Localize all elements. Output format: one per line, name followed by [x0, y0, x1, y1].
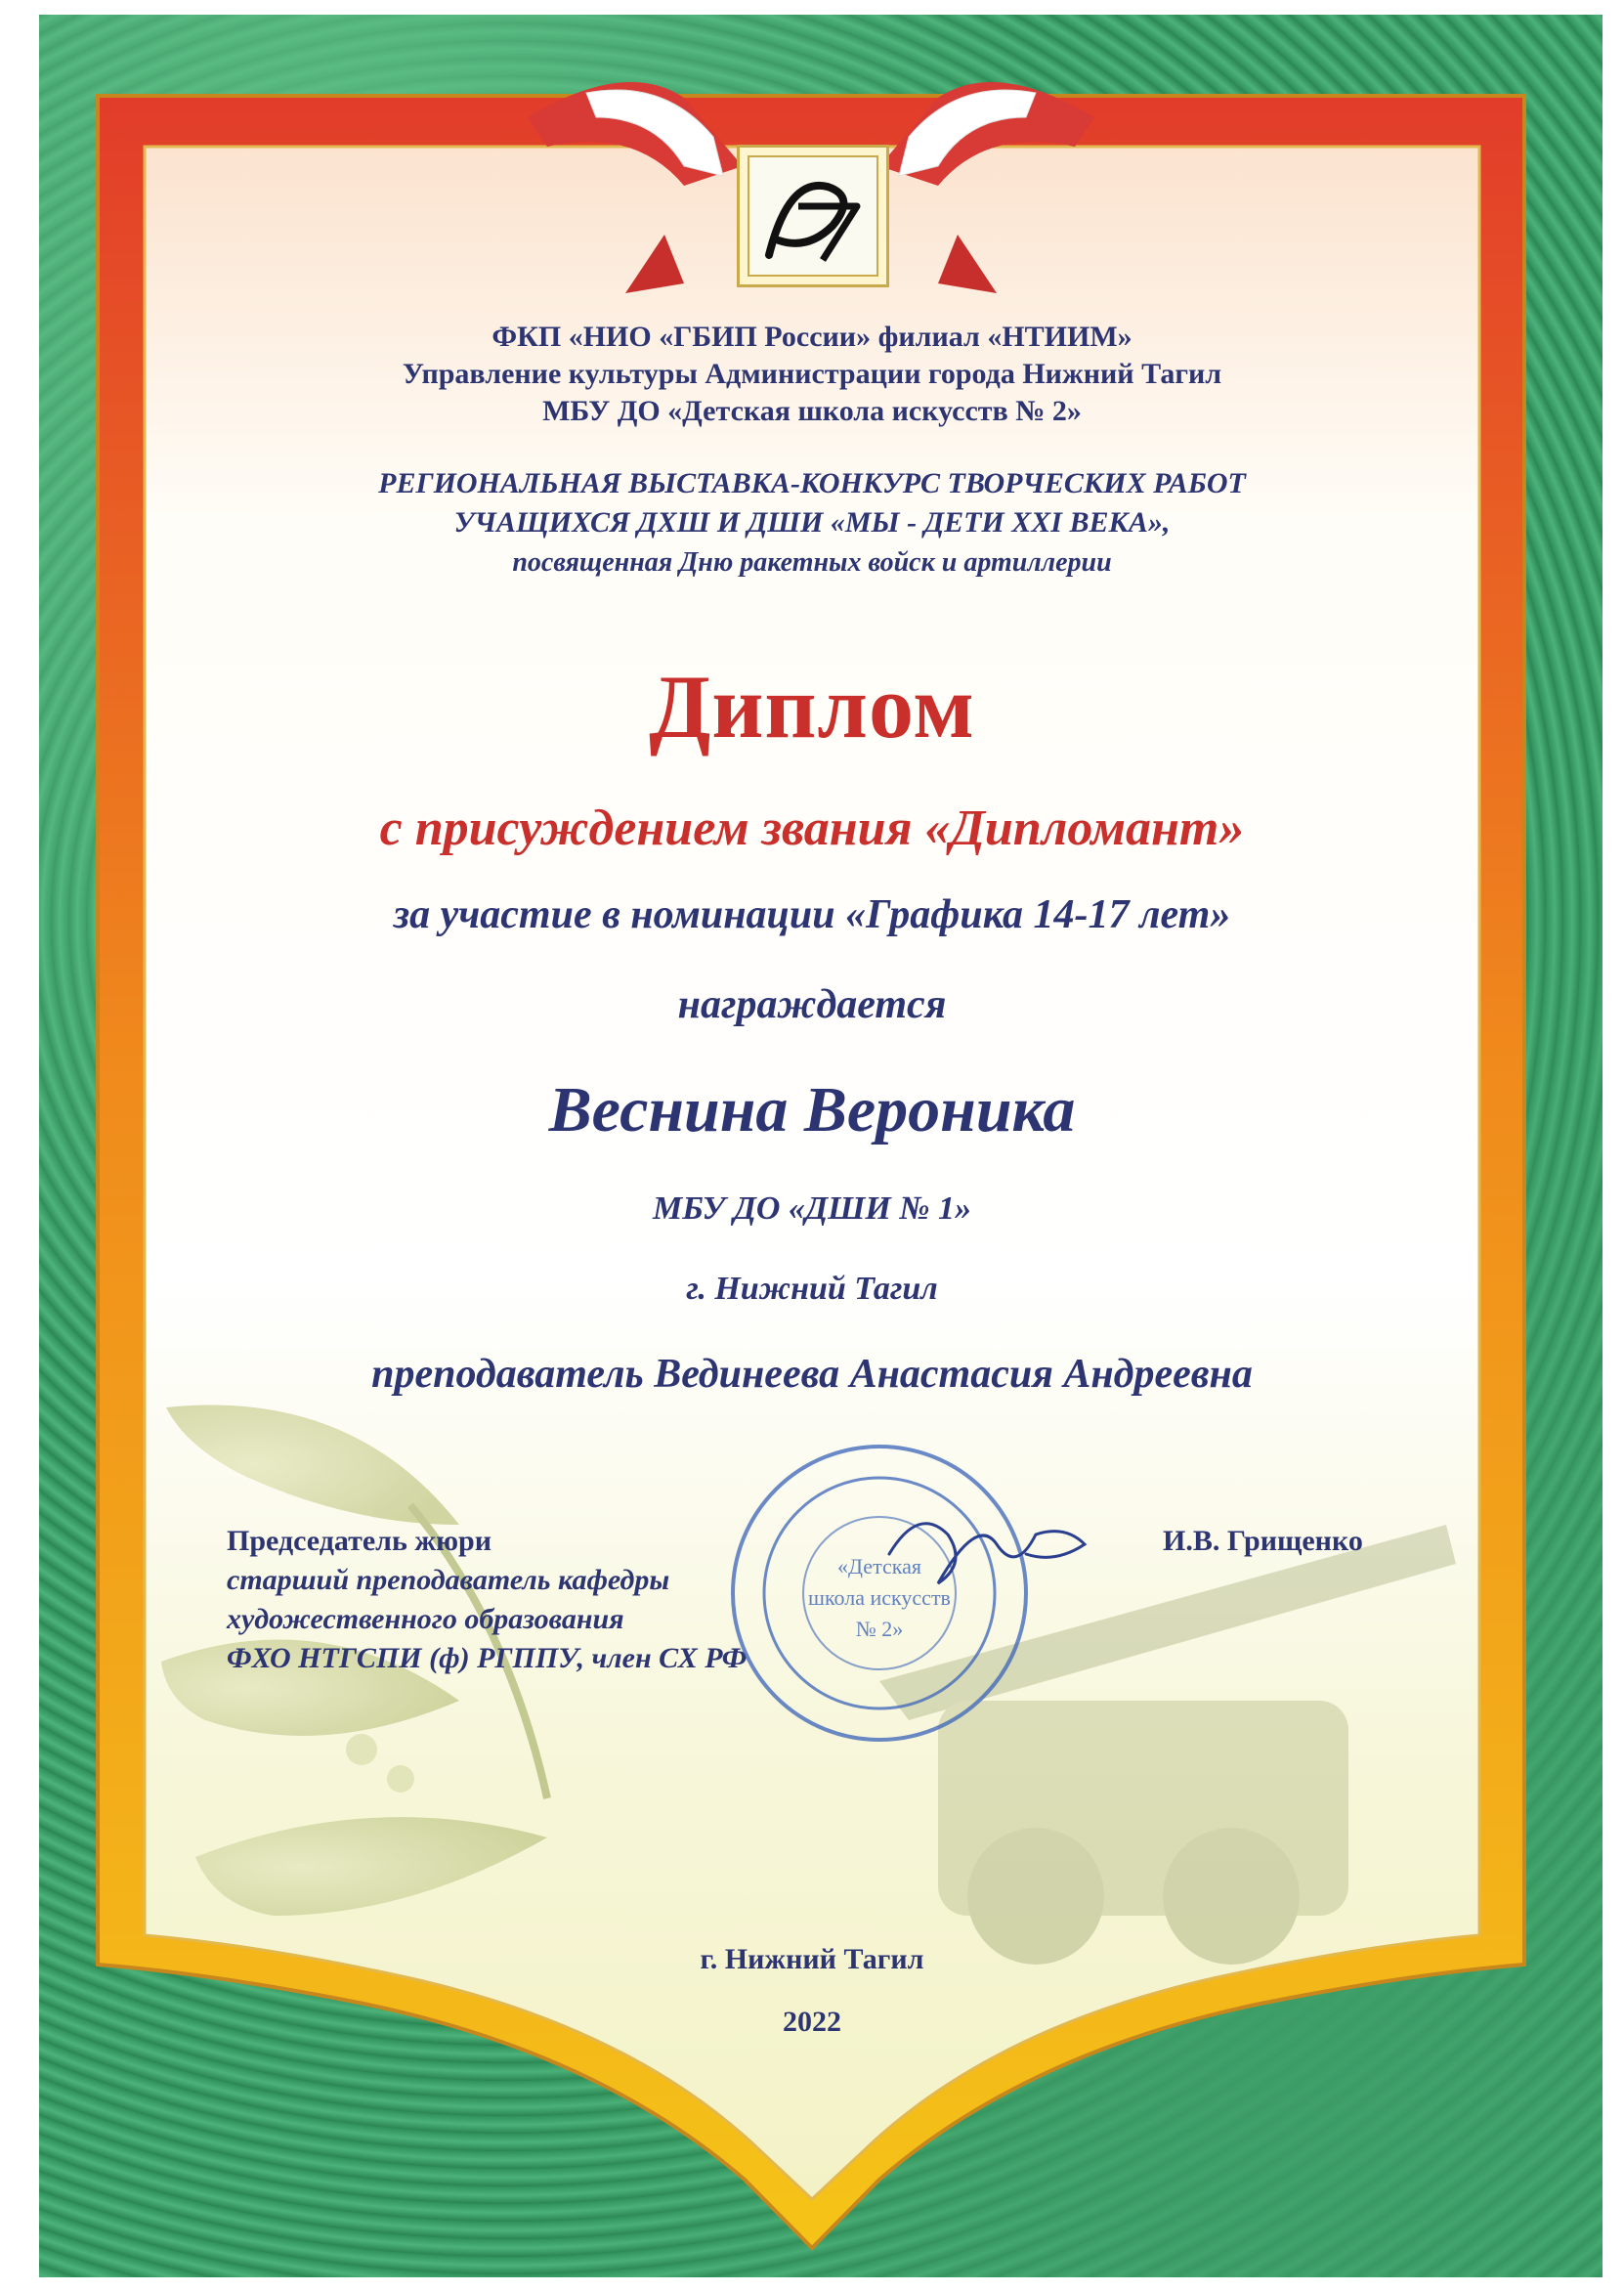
- school-name: МБУ ДО «ДШИ № 1»: [653, 1190, 971, 1227]
- handwritten-signature: [879, 1495, 1094, 1603]
- event-line-2: УЧАЩИХСЯ ДХШ И ДШИ «МЫ - ДЕТИ XXI ВЕКА»,: [453, 506, 1171, 539]
- teacher-line: преподаватель Вединеева Анастасия Андреевна: [371, 1352, 1253, 1397]
- diploma-title: Диплом: [649, 657, 975, 756]
- jury-title-line-2: художественного образования: [227, 1603, 624, 1635]
- organizer-line-1: ФКП «НИО «ГБИП России» филиал «НТИИМ»: [491, 321, 1133, 353]
- svg-text:школа искусств: школа искусств: [808, 1585, 951, 1610]
- jury-role: Председатель жюри: [227, 1525, 492, 1557]
- nomination-line: за участие в номинации «Графика 14-17 лет»: [393, 892, 1231, 937]
- event-line-1: РЕГИОНАЛЬНАЯ ВЫСТАВКА-КОНКУРС ТВОРЧЕСКИХ РАБОТ: [378, 467, 1246, 499]
- award-line: с присуждением звания «Дипломант»: [379, 800, 1245, 856]
- footer-city: г. Нижний Тагил: [700, 1943, 924, 1975]
- organizer-line-2: Управление культуры Администрации города Нижний Тагил: [402, 358, 1222, 390]
- recipient-name: Веснина Вероника: [548, 1074, 1076, 1146]
- svg-text:«Детская: «Детская: [837, 1554, 921, 1578]
- awarded-label: награждается: [677, 982, 947, 1027]
- jury-name: И.В. Грищенко: [1163, 1525, 1363, 1557]
- jury-title-line-1: старший преподаватель кафедры: [227, 1564, 670, 1596]
- emblem-logo: [737, 145, 889, 287]
- jury-title-line-3: ФХО НТГСПИ (ф) РГППУ, член СХ РФ: [227, 1642, 748, 1674]
- city-line: г. Нижний Тагил: [686, 1271, 938, 1307]
- event-line-3: посвященная Дню ракетных войск и артиллерии: [512, 547, 1112, 578]
- logo-icon: [740, 148, 886, 284]
- organizer-line-3: МБУ ДО «Детская школа искусств № 2»: [542, 395, 1082, 427]
- footer-year: 2022: [783, 2006, 841, 2038]
- svg-text:№ 2»: № 2»: [855, 1617, 904, 1641]
